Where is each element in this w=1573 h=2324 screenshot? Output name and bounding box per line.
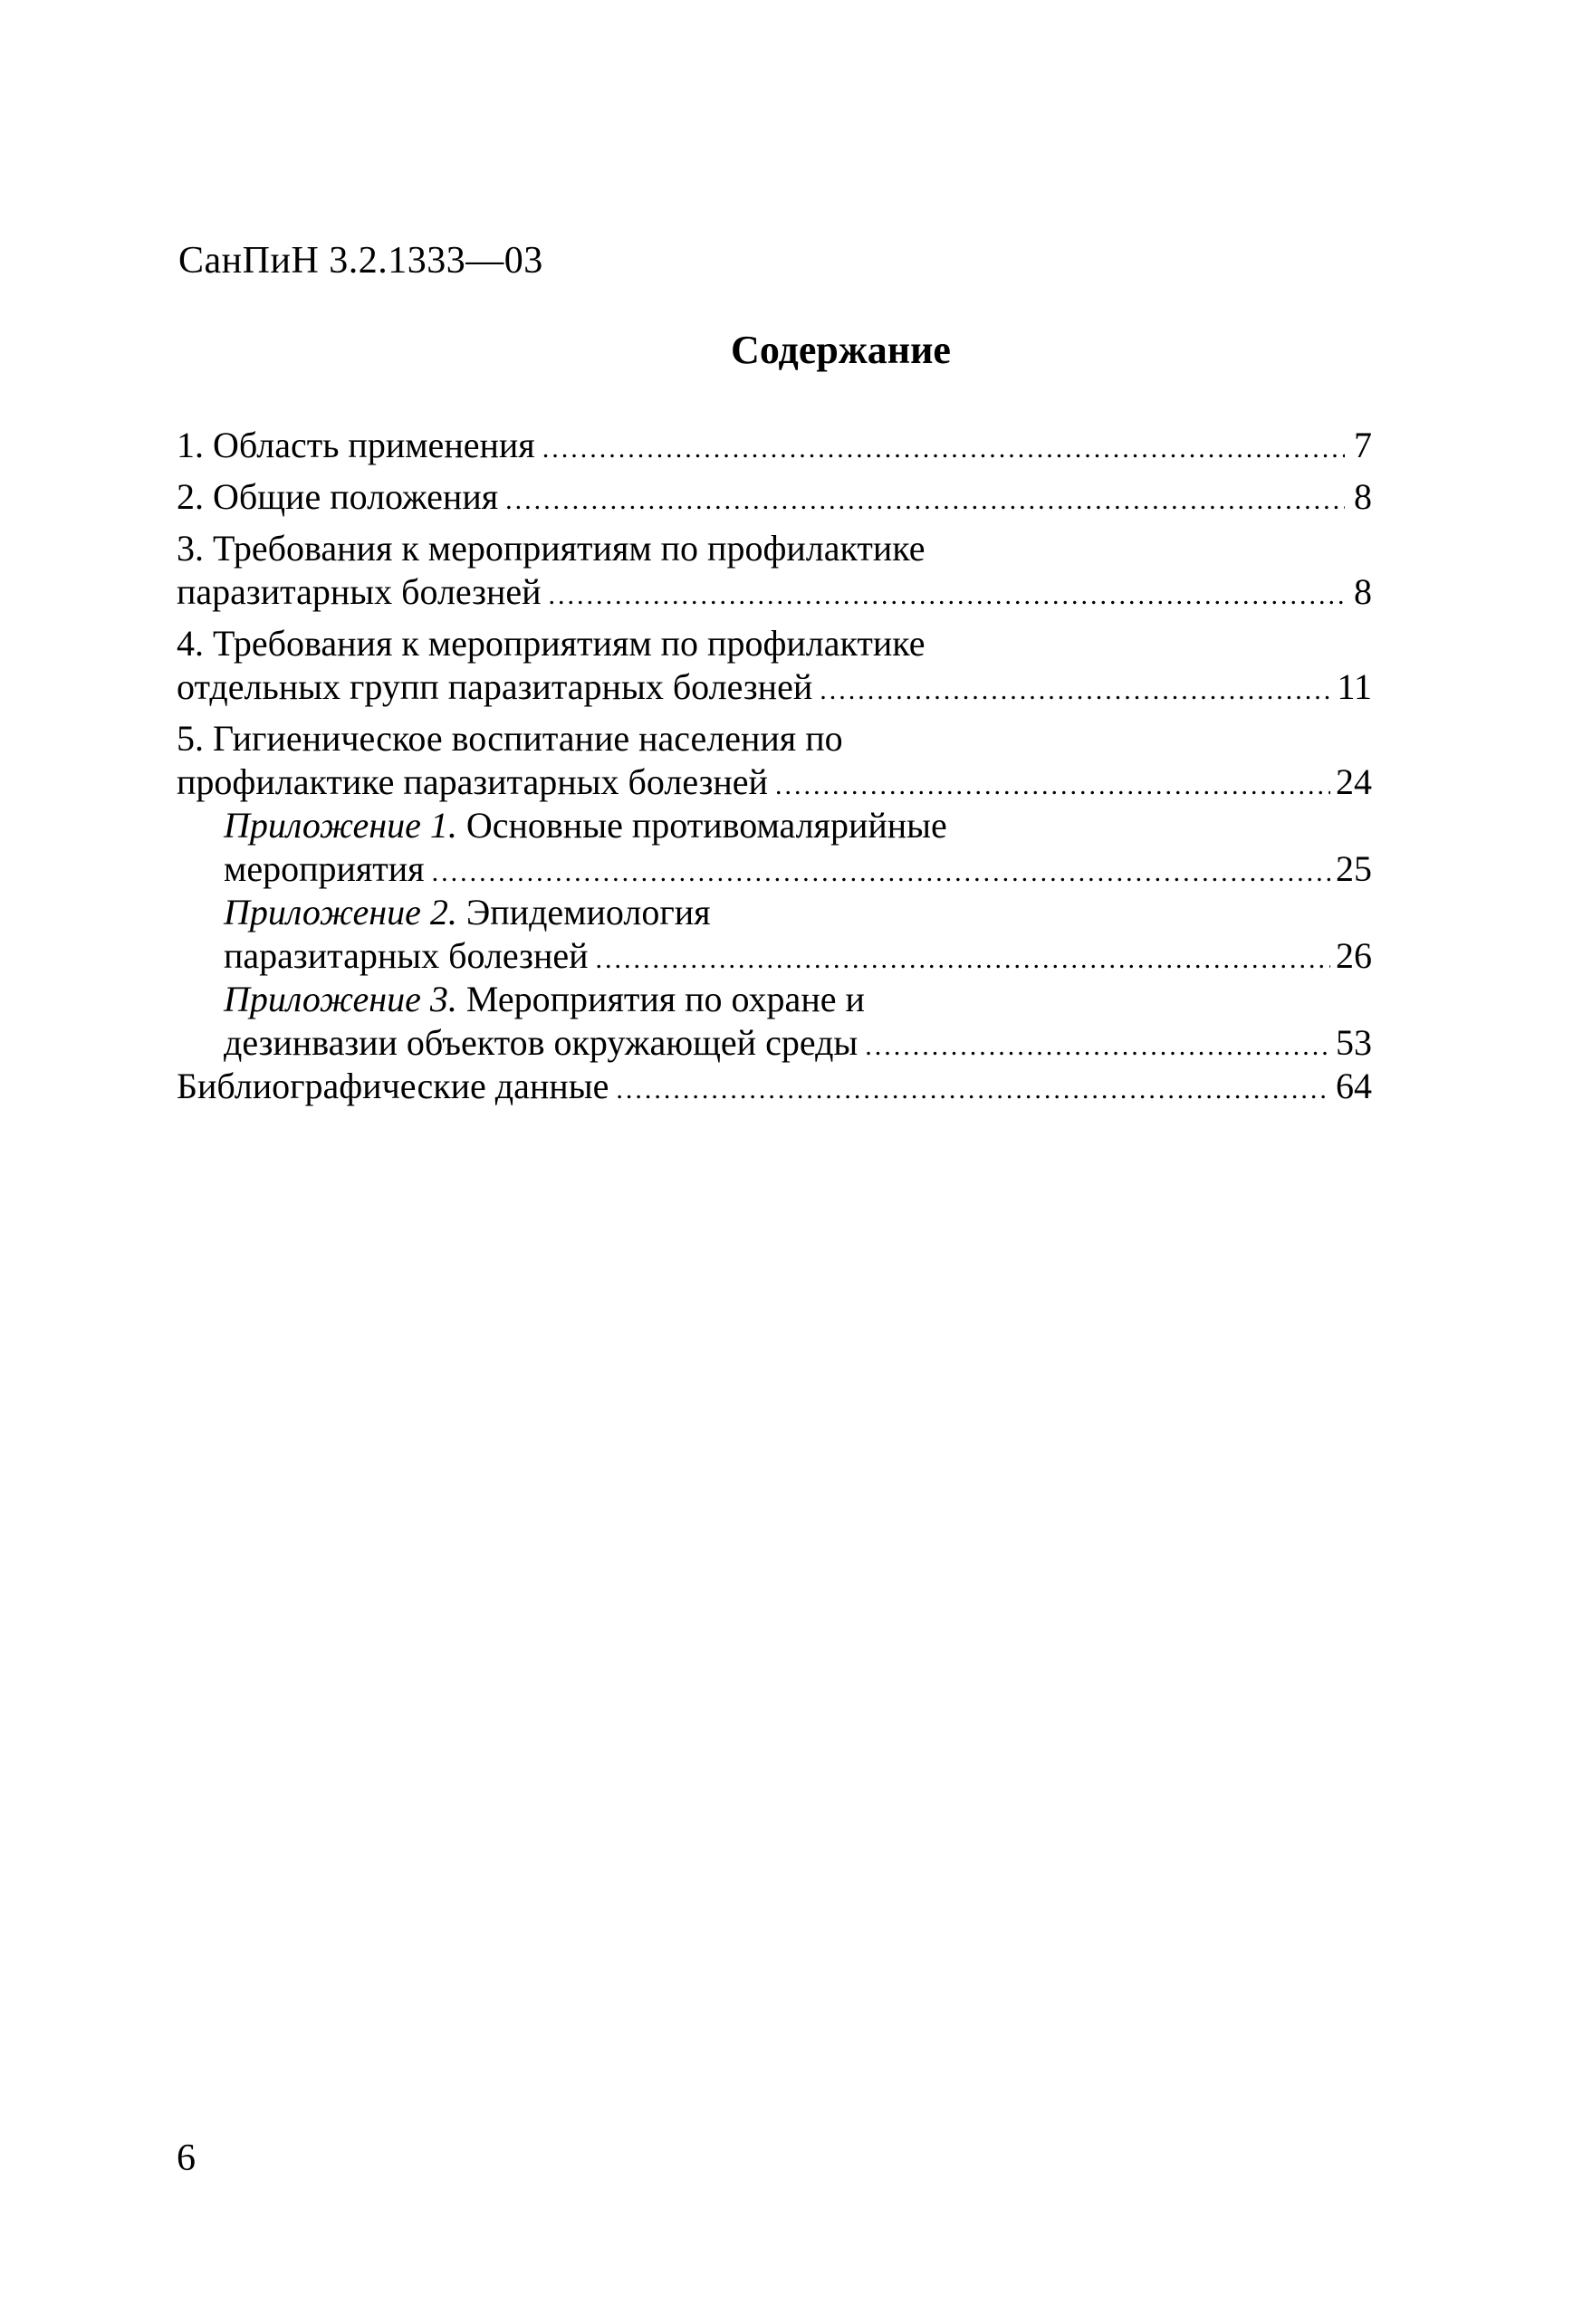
- page-number: 6: [177, 2138, 196, 2179]
- toc-entry-requirements-line1[interactable]: [177, 527, 1372, 570]
- toc-entry-text: паразитарных болезней: [177, 571, 542, 612]
- dot-leader: [820, 669, 1331, 713]
- toc-entry-text: профилактике паразитарных болезней: [177, 761, 768, 802]
- toc-entry-appendix-1-line1[interactable]: [177, 804, 1372, 847]
- document-code: СанПиН 3.2.1333—03: [178, 240, 543, 282]
- toc-entry-text: мероприятия: [224, 848, 425, 889]
- appendix-title: Основные противомалярийные: [465, 805, 947, 846]
- toc-entry-text: паразитарных болезней: [224, 935, 589, 976]
- toc-title: Содержание: [731, 328, 951, 372]
- toc-entry-text: дезинвазии объектов окружающей среды: [224, 1022, 858, 1063]
- dot-leader: [596, 938, 1330, 981]
- toc-entry-text: [224, 891, 711, 934]
- appendix-label: Приложение 2.: [224, 892, 457, 932]
- toc-entry-general[interactable]: [177, 475, 1372, 519]
- appendix-label: Приложение 1.: [224, 805, 457, 846]
- toc-entry-page: 8: [1354, 571, 1372, 612]
- toc-entry-groups-line1[interactable]: [177, 622, 1372, 665]
- toc-entry-page: 26: [1336, 935, 1372, 976]
- toc-entry-appendix-2-line2[interactable]: [177, 934, 1372, 978]
- toc-entry-appendix-3-line1[interactable]: [177, 978, 1372, 1021]
- toc-entry-page: 8: [1354, 476, 1372, 517]
- toc-entry-text: 4. Требования к мероприятиям по профилактике: [177, 623, 926, 664]
- toc-entry-text: 1. Область применения: [177, 425, 535, 465]
- toc-entry-appendix-1-line2[interactable]: [177, 847, 1372, 891]
- toc-entry-text: отдельных групп паразитарных болезней: [177, 666, 813, 707]
- dot-leader: [432, 851, 1330, 894]
- appendix-label: Приложение 3.: [224, 979, 457, 1019]
- toc-entry-text: Библиографические данные: [177, 1066, 609, 1106]
- toc-entry-text: [224, 978, 865, 1021]
- dot-leader: [542, 427, 1345, 471]
- toc-entry-appendix-2-line1[interactable]: [177, 891, 1372, 934]
- dot-leader: [775, 764, 1330, 808]
- dot-leader: [865, 1025, 1330, 1068]
- toc-entry-text: [224, 804, 947, 847]
- toc-entry-bibliography[interactable]: [177, 1065, 1372, 1108]
- toc-entry-groups-line2[interactable]: [177, 665, 1372, 709]
- dot-leader: [505, 479, 1345, 522]
- toc-entry-text: 2. Общие положения: [177, 476, 499, 517]
- toc-entry-page: 11: [1337, 666, 1372, 707]
- toc-entry-page: 24: [1336, 761, 1372, 802]
- toc-entry-education-line2[interactable]: [177, 760, 1372, 804]
- toc-entry-education-line1[interactable]: [177, 717, 1372, 760]
- toc-entry-page: 53: [1336, 1022, 1372, 1063]
- toc-entry-page: 7: [1354, 425, 1372, 465]
- dot-leader: [616, 1068, 1330, 1112]
- toc-entry-text: 3. Требования к мероприятиям по профилактике: [177, 528, 926, 569]
- toc-entry-text: 5. Гигиеническое воспитание населения по: [177, 718, 843, 759]
- appendix-title: Мероприятия по охране и: [465, 979, 865, 1019]
- toc-entry-page: 64: [1336, 1066, 1372, 1106]
- toc-entry-requirements-line2[interactable]: [177, 570, 1372, 614]
- appendix-title: Эпидемиология: [465, 892, 711, 932]
- toc-entry-appendix-3-line2[interactable]: [177, 1021, 1372, 1065]
- toc-entry-scope[interactable]: [177, 424, 1372, 467]
- table-of-contents: [177, 424, 1372, 1108]
- dot-leader: [549, 574, 1345, 617]
- toc-entry-page: 25: [1336, 848, 1372, 889]
